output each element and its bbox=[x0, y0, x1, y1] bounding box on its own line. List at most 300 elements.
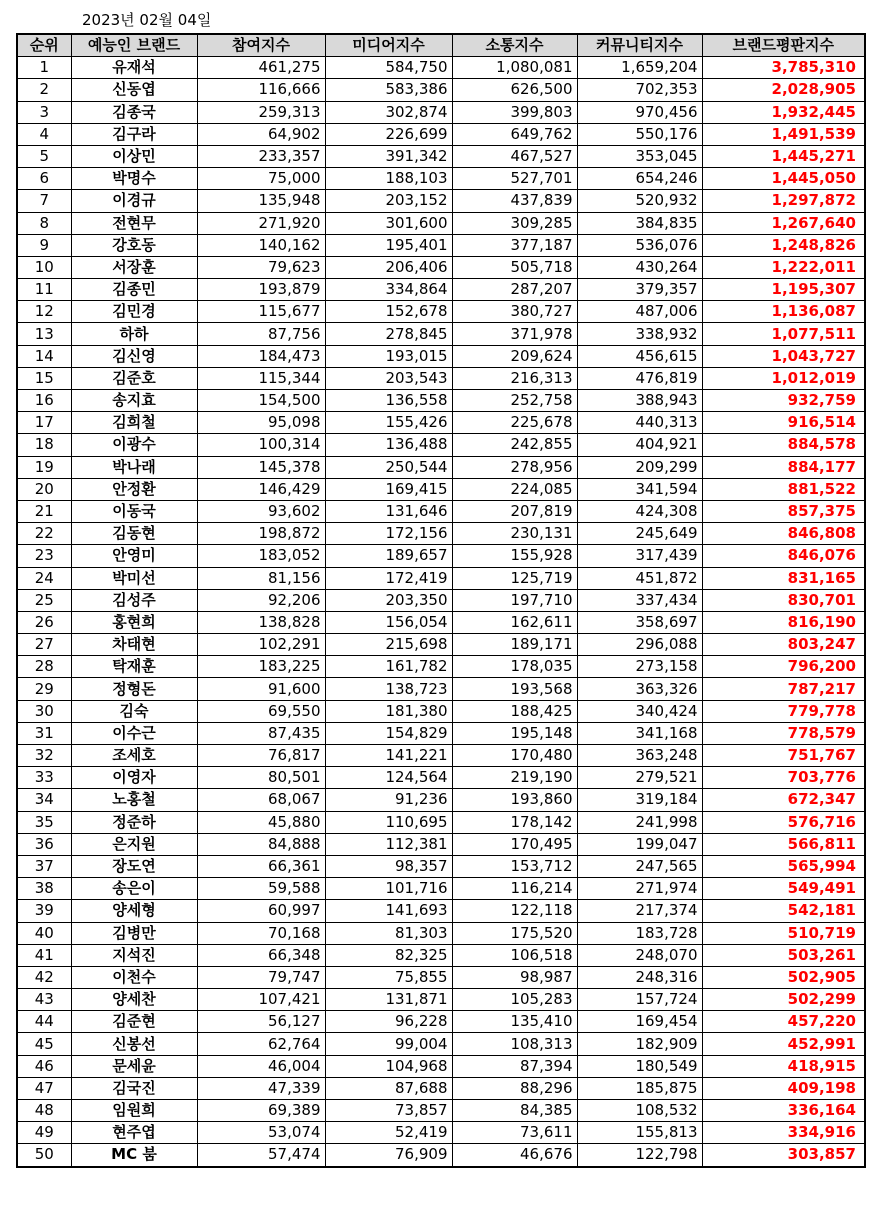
media-cell: 104,968 bbox=[325, 1055, 452, 1077]
media-cell: 584,750 bbox=[325, 57, 452, 79]
table-row bbox=[17, 900, 865, 922]
community-cell: 199,047 bbox=[577, 833, 702, 855]
brand-name-cell: 김병만 bbox=[71, 922, 197, 944]
reputation-score-cell: 1,297,872 bbox=[702, 190, 865, 212]
reputation-score-cell: 510,719 bbox=[702, 922, 865, 944]
table-row bbox=[17, 478, 865, 500]
brand-name-cell: 노홍철 bbox=[71, 789, 197, 811]
communication-cell: 195,148 bbox=[452, 722, 577, 744]
brand-reputation-table bbox=[16, 33, 866, 1168]
communication-cell: 230,131 bbox=[452, 523, 577, 545]
rank-cell: 8 bbox=[17, 212, 71, 234]
communication-cell: 170,480 bbox=[452, 745, 577, 767]
brand-name-cell: 안정환 bbox=[71, 478, 197, 500]
brand-name-cell: 이광수 bbox=[71, 434, 197, 456]
reputation-score-cell: 831,165 bbox=[702, 567, 865, 589]
rank-cell: 36 bbox=[17, 833, 71, 855]
media-cell: 155,426 bbox=[325, 412, 452, 434]
brand-name-cell: 지석진 bbox=[71, 944, 197, 966]
reputation-score-cell: 1,043,727 bbox=[702, 345, 865, 367]
communication-cell: 87,394 bbox=[452, 1055, 577, 1077]
brand-name-cell: 강호동 bbox=[71, 234, 197, 256]
reputation-score-cell: 778,579 bbox=[702, 722, 865, 744]
community-cell: 337,434 bbox=[577, 589, 702, 611]
rank-cell: 41 bbox=[17, 944, 71, 966]
brand-name-cell: 전현무 bbox=[71, 212, 197, 234]
brand-name-cell: 이영자 bbox=[71, 767, 197, 789]
participation-cell: 66,348 bbox=[197, 944, 325, 966]
media-cell: 152,678 bbox=[325, 301, 452, 323]
reputation-score-cell: 502,905 bbox=[702, 966, 865, 988]
communication-cell: 437,839 bbox=[452, 190, 577, 212]
brand-name-cell: 김종민 bbox=[71, 279, 197, 301]
communication-cell: 175,520 bbox=[452, 922, 577, 944]
table-row bbox=[17, 745, 865, 767]
reputation-score-cell: 884,177 bbox=[702, 456, 865, 478]
reputation-score-cell: 884,578 bbox=[702, 434, 865, 456]
participation-cell: 69,550 bbox=[197, 700, 325, 722]
communication-cell: 88,296 bbox=[452, 1077, 577, 1099]
media-cell: 76,909 bbox=[325, 1144, 452, 1167]
media-cell: 136,558 bbox=[325, 390, 452, 412]
media-cell: 154,829 bbox=[325, 722, 452, 744]
community-cell: 338,932 bbox=[577, 323, 702, 345]
community-cell: 248,070 bbox=[577, 944, 702, 966]
brand-name-cell: 김희철 bbox=[71, 412, 197, 434]
table-row bbox=[17, 1144, 865, 1167]
reputation-score-cell: 1,932,445 bbox=[702, 101, 865, 123]
brand-name-cell: 안영미 bbox=[71, 545, 197, 567]
reputation-score-cell: 796,200 bbox=[702, 656, 865, 678]
media-cell: 195,401 bbox=[325, 234, 452, 256]
table-row bbox=[17, 833, 865, 855]
media-cell: 250,544 bbox=[325, 456, 452, 478]
header-communication: 소통지수 bbox=[452, 34, 577, 57]
table-row bbox=[17, 523, 865, 545]
communication-cell: 105,283 bbox=[452, 989, 577, 1011]
communication-cell: 108,313 bbox=[452, 1033, 577, 1055]
media-cell: 226,699 bbox=[325, 123, 452, 145]
brand-name-cell: 김동현 bbox=[71, 523, 197, 545]
participation-cell: 154,500 bbox=[197, 390, 325, 412]
community-cell: 702,353 bbox=[577, 79, 702, 101]
brand-name-cell: 김종국 bbox=[71, 101, 197, 123]
communication-cell: 106,518 bbox=[452, 944, 577, 966]
table-row bbox=[17, 190, 865, 212]
reputation-score-cell: 1,491,539 bbox=[702, 123, 865, 145]
brand-name-cell: 김국진 bbox=[71, 1077, 197, 1099]
communication-cell: 309,285 bbox=[452, 212, 577, 234]
community-cell: 970,456 bbox=[577, 101, 702, 123]
brand-name-cell: 현주엽 bbox=[71, 1122, 197, 1144]
community-cell: 180,549 bbox=[577, 1055, 702, 1077]
table-row bbox=[17, 367, 865, 389]
communication-cell: 1,080,081 bbox=[452, 57, 577, 79]
rank-cell: 25 bbox=[17, 589, 71, 611]
rank-cell: 22 bbox=[17, 523, 71, 545]
media-cell: 110,695 bbox=[325, 811, 452, 833]
communication-cell: 225,678 bbox=[452, 412, 577, 434]
community-cell: 155,813 bbox=[577, 1122, 702, 1144]
brand-name-cell: MC 붐 bbox=[71, 1144, 197, 1167]
media-cell: 138,723 bbox=[325, 678, 452, 700]
brand-name-cell: 김구라 bbox=[71, 123, 197, 145]
participation-cell: 233,357 bbox=[197, 145, 325, 167]
table-row bbox=[17, 966, 865, 988]
table-row bbox=[17, 634, 865, 656]
communication-cell: 193,568 bbox=[452, 678, 577, 700]
reputation-score-cell: 334,916 bbox=[702, 1122, 865, 1144]
participation-cell: 115,344 bbox=[197, 367, 325, 389]
community-cell: 319,184 bbox=[577, 789, 702, 811]
community-cell: 169,454 bbox=[577, 1011, 702, 1033]
participation-cell: 184,473 bbox=[197, 345, 325, 367]
brand-name-cell: 이동국 bbox=[71, 500, 197, 522]
media-cell: 334,864 bbox=[325, 279, 452, 301]
media-cell: 169,415 bbox=[325, 478, 452, 500]
rank-cell: 38 bbox=[17, 878, 71, 900]
reputation-score-cell: 881,522 bbox=[702, 478, 865, 500]
communication-cell: 467,527 bbox=[452, 145, 577, 167]
community-cell: 108,532 bbox=[577, 1100, 702, 1122]
rank-cell: 45 bbox=[17, 1033, 71, 1055]
communication-cell: 178,035 bbox=[452, 656, 577, 678]
reputation-score-cell: 2,028,905 bbox=[702, 79, 865, 101]
communication-cell: 371,978 bbox=[452, 323, 577, 345]
community-cell: 430,264 bbox=[577, 256, 702, 278]
communication-cell: 153,712 bbox=[452, 855, 577, 877]
communication-cell: 649,762 bbox=[452, 123, 577, 145]
rank-cell: 37 bbox=[17, 855, 71, 877]
table-row bbox=[17, 79, 865, 101]
participation-cell: 87,435 bbox=[197, 722, 325, 744]
rank-cell: 42 bbox=[17, 966, 71, 988]
community-cell: 341,594 bbox=[577, 478, 702, 500]
community-cell: 182,909 bbox=[577, 1033, 702, 1055]
media-cell: 302,874 bbox=[325, 101, 452, 123]
community-cell: 550,176 bbox=[577, 123, 702, 145]
table-row bbox=[17, 1055, 865, 1077]
reputation-score-cell: 542,181 bbox=[702, 900, 865, 922]
media-cell: 161,782 bbox=[325, 656, 452, 678]
community-cell: 440,313 bbox=[577, 412, 702, 434]
brand-name-cell: 박미선 bbox=[71, 567, 197, 589]
media-cell: 172,156 bbox=[325, 523, 452, 545]
community-cell: 536,076 bbox=[577, 234, 702, 256]
media-cell: 82,325 bbox=[325, 944, 452, 966]
brand-name-cell: 김민경 bbox=[71, 301, 197, 323]
media-cell: 203,543 bbox=[325, 367, 452, 389]
media-cell: 87,688 bbox=[325, 1077, 452, 1099]
community-cell: 476,819 bbox=[577, 367, 702, 389]
media-cell: 215,698 bbox=[325, 634, 452, 656]
community-cell: 358,697 bbox=[577, 611, 702, 633]
participation-cell: 76,817 bbox=[197, 745, 325, 767]
rank-cell: 16 bbox=[17, 390, 71, 412]
communication-cell: 162,611 bbox=[452, 611, 577, 633]
community-cell: 248,316 bbox=[577, 966, 702, 988]
participation-cell: 53,074 bbox=[197, 1122, 325, 1144]
communication-cell: 377,187 bbox=[452, 234, 577, 256]
table-row bbox=[17, 57, 865, 79]
brand-name-cell: 김준호 bbox=[71, 367, 197, 389]
community-cell: 341,168 bbox=[577, 722, 702, 744]
media-cell: 81,303 bbox=[325, 922, 452, 944]
reputation-score-cell: 1,445,050 bbox=[702, 168, 865, 190]
reputation-score-cell: 452,991 bbox=[702, 1033, 865, 1055]
participation-cell: 79,623 bbox=[197, 256, 325, 278]
reputation-score-cell: 857,375 bbox=[702, 500, 865, 522]
community-cell: 183,728 bbox=[577, 922, 702, 944]
rank-cell: 17 bbox=[17, 412, 71, 434]
participation-cell: 91,600 bbox=[197, 678, 325, 700]
brand-name-cell: 은지원 bbox=[71, 833, 197, 855]
brand-name-cell: 박명수 bbox=[71, 168, 197, 190]
table-row bbox=[17, 168, 865, 190]
community-cell: 384,835 bbox=[577, 212, 702, 234]
participation-cell: 102,291 bbox=[197, 634, 325, 656]
community-cell: 185,875 bbox=[577, 1077, 702, 1099]
media-cell: 278,845 bbox=[325, 323, 452, 345]
report-date: 2023년 02월 04일 bbox=[82, 11, 212, 29]
community-cell: 271,974 bbox=[577, 878, 702, 900]
community-cell: 157,724 bbox=[577, 989, 702, 1011]
participation-cell: 84,888 bbox=[197, 833, 325, 855]
communication-cell: 224,085 bbox=[452, 478, 577, 500]
communication-cell: 527,701 bbox=[452, 168, 577, 190]
participation-cell: 60,997 bbox=[197, 900, 325, 922]
rank-cell: 3 bbox=[17, 101, 71, 123]
participation-cell: 145,378 bbox=[197, 456, 325, 478]
table-row bbox=[17, 700, 865, 722]
rank-cell: 47 bbox=[17, 1077, 71, 1099]
participation-cell: 81,156 bbox=[197, 567, 325, 589]
community-cell: 273,158 bbox=[577, 656, 702, 678]
rank-cell: 14 bbox=[17, 345, 71, 367]
rank-cell: 24 bbox=[17, 567, 71, 589]
rank-cell: 1 bbox=[17, 57, 71, 79]
community-cell: 654,246 bbox=[577, 168, 702, 190]
table-row bbox=[17, 212, 865, 234]
reputation-score-cell: 916,514 bbox=[702, 412, 865, 434]
media-cell: 188,103 bbox=[325, 168, 452, 190]
participation-cell: 135,948 bbox=[197, 190, 325, 212]
brand-name-cell: 이상민 bbox=[71, 145, 197, 167]
communication-cell: 399,803 bbox=[452, 101, 577, 123]
brand-name-cell: 양세찬 bbox=[71, 989, 197, 1011]
community-cell: 353,045 bbox=[577, 145, 702, 167]
rank-cell: 28 bbox=[17, 656, 71, 678]
header-community: 커뮤니티지수 bbox=[577, 34, 702, 57]
brand-name-cell: 정준하 bbox=[71, 811, 197, 833]
participation-cell: 79,747 bbox=[197, 966, 325, 988]
participation-cell: 259,313 bbox=[197, 101, 325, 123]
participation-cell: 87,756 bbox=[197, 323, 325, 345]
participation-cell: 100,314 bbox=[197, 434, 325, 456]
table-header-row bbox=[17, 34, 865, 57]
reputation-score-cell: 502,299 bbox=[702, 989, 865, 1011]
participation-cell: 80,501 bbox=[197, 767, 325, 789]
brand-name-cell: 송은이 bbox=[71, 878, 197, 900]
table-row bbox=[17, 767, 865, 789]
table-row bbox=[17, 123, 865, 145]
reputation-score-cell: 549,491 bbox=[702, 878, 865, 900]
community-cell: 317,439 bbox=[577, 545, 702, 567]
participation-cell: 66,361 bbox=[197, 855, 325, 877]
reputation-score-cell: 3,785,310 bbox=[702, 57, 865, 79]
media-cell: 583,386 bbox=[325, 79, 452, 101]
reputation-score-cell: 565,994 bbox=[702, 855, 865, 877]
participation-cell: 59,588 bbox=[197, 878, 325, 900]
participation-cell: 115,677 bbox=[197, 301, 325, 323]
media-cell: 172,419 bbox=[325, 567, 452, 589]
media-cell: 73,857 bbox=[325, 1100, 452, 1122]
community-cell: 122,798 bbox=[577, 1144, 702, 1167]
table-row bbox=[17, 256, 865, 278]
table-row bbox=[17, 611, 865, 633]
reputation-score-cell: 1,195,307 bbox=[702, 279, 865, 301]
rank-cell: 9 bbox=[17, 234, 71, 256]
brand-name-cell: 이수근 bbox=[71, 722, 197, 744]
brand-name-cell: 이경규 bbox=[71, 190, 197, 212]
communication-cell: 207,819 bbox=[452, 500, 577, 522]
reputation-score-cell: 566,811 bbox=[702, 833, 865, 855]
rank-cell: 50 bbox=[17, 1144, 71, 1167]
brand-name-cell: 신동엽 bbox=[71, 79, 197, 101]
reputation-score-cell: 1,012,019 bbox=[702, 367, 865, 389]
table-row bbox=[17, 656, 865, 678]
rank-cell: 20 bbox=[17, 478, 71, 500]
table-row bbox=[17, 545, 865, 567]
participation-cell: 62,764 bbox=[197, 1033, 325, 1055]
table-row bbox=[17, 922, 865, 944]
communication-cell: 73,611 bbox=[452, 1122, 577, 1144]
communication-cell: 98,987 bbox=[452, 966, 577, 988]
community-cell: 279,521 bbox=[577, 767, 702, 789]
rank-cell: 40 bbox=[17, 922, 71, 944]
participation-cell: 198,872 bbox=[197, 523, 325, 545]
participation-cell: 183,225 bbox=[197, 656, 325, 678]
table-row bbox=[17, 390, 865, 412]
communication-cell: 278,956 bbox=[452, 456, 577, 478]
media-cell: 91,236 bbox=[325, 789, 452, 811]
participation-cell: 138,828 bbox=[197, 611, 325, 633]
brand-name-cell: 김성주 bbox=[71, 589, 197, 611]
reputation-score-cell: 932,759 bbox=[702, 390, 865, 412]
rank-cell: 5 bbox=[17, 145, 71, 167]
community-cell: 247,565 bbox=[577, 855, 702, 877]
participation-cell: 69,389 bbox=[197, 1100, 325, 1122]
brand-name-cell: 송지효 bbox=[71, 390, 197, 412]
communication-cell: 193,860 bbox=[452, 789, 577, 811]
communication-cell: 626,500 bbox=[452, 79, 577, 101]
participation-cell: 146,429 bbox=[197, 478, 325, 500]
participation-cell: 183,052 bbox=[197, 545, 325, 567]
header-brand: 예능인 브랜드 bbox=[71, 34, 197, 57]
community-cell: 487,006 bbox=[577, 301, 702, 323]
brand-name-cell: 홍현희 bbox=[71, 611, 197, 633]
rank-cell: 26 bbox=[17, 611, 71, 633]
reputation-score-cell: 1,136,087 bbox=[702, 301, 865, 323]
communication-cell: 188,425 bbox=[452, 700, 577, 722]
reputation-score-cell: 336,164 bbox=[702, 1100, 865, 1122]
communication-cell: 155,928 bbox=[452, 545, 577, 567]
rank-cell: 21 bbox=[17, 500, 71, 522]
media-cell: 131,646 bbox=[325, 500, 452, 522]
communication-cell: 216,313 bbox=[452, 367, 577, 389]
brand-name-cell: 김준현 bbox=[71, 1011, 197, 1033]
header-participation: 참여지수 bbox=[197, 34, 325, 57]
brand-name-cell: 조세호 bbox=[71, 745, 197, 767]
media-cell: 52,419 bbox=[325, 1122, 452, 1144]
rank-cell: 32 bbox=[17, 745, 71, 767]
table-row bbox=[17, 145, 865, 167]
media-cell: 131,871 bbox=[325, 989, 452, 1011]
communication-cell: 178,142 bbox=[452, 811, 577, 833]
participation-cell: 70,168 bbox=[197, 922, 325, 944]
rank-cell: 27 bbox=[17, 634, 71, 656]
media-cell: 189,657 bbox=[325, 545, 452, 567]
media-cell: 391,342 bbox=[325, 145, 452, 167]
reputation-score-cell: 830,701 bbox=[702, 589, 865, 611]
community-cell: 404,921 bbox=[577, 434, 702, 456]
reputation-score-cell: 703,776 bbox=[702, 767, 865, 789]
reputation-score-cell: 1,267,640 bbox=[702, 212, 865, 234]
table-row bbox=[17, 811, 865, 833]
media-cell: 156,054 bbox=[325, 611, 452, 633]
rank-cell: 11 bbox=[17, 279, 71, 301]
brand-name-cell: 박나래 bbox=[71, 456, 197, 478]
reputation-score-cell: 846,808 bbox=[702, 523, 865, 545]
communication-cell: 219,190 bbox=[452, 767, 577, 789]
participation-cell: 116,666 bbox=[197, 79, 325, 101]
table-row bbox=[17, 1100, 865, 1122]
media-cell: 206,406 bbox=[325, 256, 452, 278]
communication-cell: 116,214 bbox=[452, 878, 577, 900]
rank-cell: 12 bbox=[17, 301, 71, 323]
table-row bbox=[17, 878, 865, 900]
reputation-score-cell: 576,716 bbox=[702, 811, 865, 833]
community-cell: 456,615 bbox=[577, 345, 702, 367]
rank-cell: 4 bbox=[17, 123, 71, 145]
participation-cell: 461,275 bbox=[197, 57, 325, 79]
rank-cell: 39 bbox=[17, 900, 71, 922]
community-cell: 424,308 bbox=[577, 500, 702, 522]
media-cell: 96,228 bbox=[325, 1011, 452, 1033]
participation-cell: 56,127 bbox=[197, 1011, 325, 1033]
community-cell: 1,659,204 bbox=[577, 57, 702, 79]
media-cell: 75,855 bbox=[325, 966, 452, 988]
media-cell: 124,564 bbox=[325, 767, 452, 789]
reputation-score-cell: 751,767 bbox=[702, 745, 865, 767]
community-cell: 379,357 bbox=[577, 279, 702, 301]
table-row bbox=[17, 855, 865, 877]
community-cell: 363,326 bbox=[577, 678, 702, 700]
table-row bbox=[17, 589, 865, 611]
community-cell: 209,299 bbox=[577, 456, 702, 478]
rank-cell: 29 bbox=[17, 678, 71, 700]
community-cell: 241,998 bbox=[577, 811, 702, 833]
brand-name-cell: 정형돈 bbox=[71, 678, 197, 700]
table-row bbox=[17, 789, 865, 811]
participation-cell: 95,098 bbox=[197, 412, 325, 434]
participation-cell: 47,339 bbox=[197, 1077, 325, 1099]
table-row bbox=[17, 722, 865, 744]
reputation-score-cell: 503,261 bbox=[702, 944, 865, 966]
table-row bbox=[17, 456, 865, 478]
communication-cell: 170,495 bbox=[452, 833, 577, 855]
table-row bbox=[17, 301, 865, 323]
